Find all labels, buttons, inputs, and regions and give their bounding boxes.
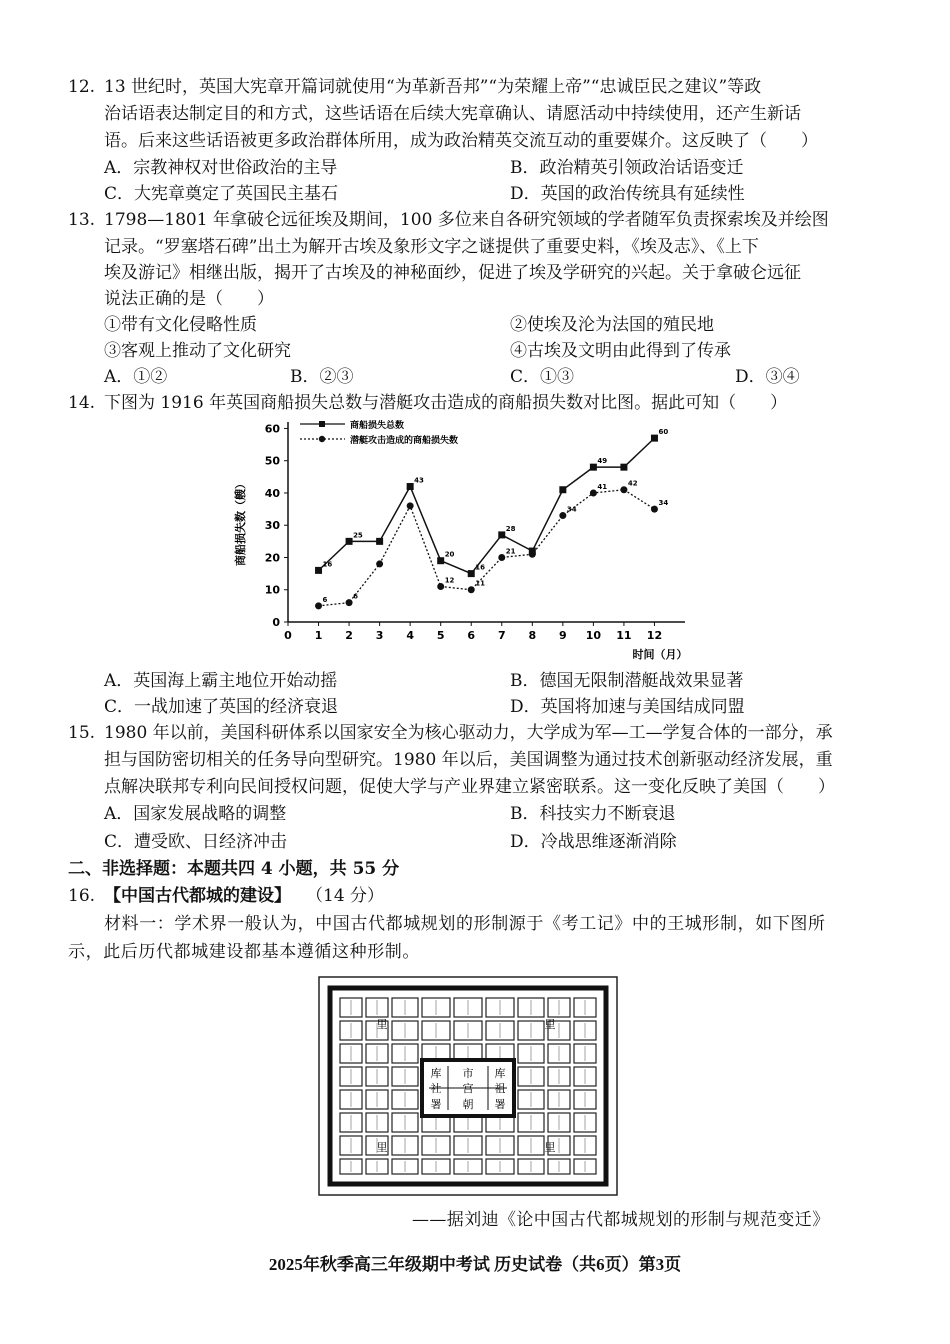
loss-chart [230,412,700,662]
q13-option-d: D．③④ [735,367,800,387]
series-1-point [590,464,597,471]
q13-item-4: ④古埃及文明由此得到了传承 [510,341,731,361]
x-axis-label: 时间（月） [632,648,688,661]
series-2-point [498,554,505,561]
plan-label-li-bottom-left: 里 [376,1141,388,1154]
data-label: 20 [444,550,455,559]
y-tick-label: 30 [264,519,280,533]
series-2-point [468,586,475,593]
q16-title: 【中国古代都城的建设】 [104,886,291,906]
series-2-point [315,602,322,609]
series-line-2 [319,490,655,606]
series-1-point [437,557,444,564]
q12-line-2: 治话语表达制定目的和方式，这些话语在后续大宪章确认、请愿活动中持续使用，还产生新话 [104,104,801,124]
q13-option-c: C．①③ [510,367,575,387]
data-label: 16 [322,560,333,569]
q15-line-3: 点解决联邦专利向民间授权问题，促使大学与产业界建立紧密联系。这一变化反映了美国（ ） [104,777,835,797]
data-label: 16 [475,563,485,572]
data-label: 6 [353,592,358,601]
legend-marker-square [319,421,325,427]
x-tick-label: 8 [528,629,537,642]
series-2-point [437,583,444,590]
q12-line-1: 13 世纪时，英国大宪章开篇词就使用“为革新吾邦”“为荣耀上帝”“忠诚臣民之建议”等政 [104,77,762,97]
q14-option-d: D．英国将加速与美国结成同盟 [510,697,745,717]
q15-option-a: A．国家发展战略的调整 [104,804,287,824]
legend-label: 潜艇攻击造成的商船损失数 [350,436,459,446]
plan-label-she: 社 [430,1082,442,1095]
data-label: 41 [597,482,608,491]
data-label: 28 [505,524,516,533]
legend-label: 商船损失总数 [350,421,405,431]
series-2-point [559,512,566,519]
q13-option-a: A．①② [104,367,168,387]
q12-option-d: D．英国的政治传统具有延续性 [510,184,745,204]
q16-score: （14 分） [306,886,385,906]
x-tick-label: 7 [497,629,506,642]
data-label: 34 [658,499,669,508]
x-tick-label: 2 [345,629,353,642]
plan-label-li-bottom-right: 里 [544,1141,556,1154]
y-tick-label: 50 [264,454,280,468]
q13-line-2: 记录。“罗塞塔石碑”出土为解开古埃及象形文字之谜提供了重要史料，《埃及志》、《上下 [104,237,759,257]
x-tick-label: 3 [375,629,384,642]
q13-item-1: ①带有文化侵略性质 [104,315,257,335]
y-tick-label: 20 [264,551,280,565]
q15-option-c: C．遭受欧、日经济冲击 [104,832,288,852]
x-tick-label: 10 [585,629,602,642]
chart-series [315,428,668,609]
series-1-point [376,538,383,545]
q14-number: 14. [68,393,96,413]
q13-item-2: ②使埃及沦为法国的殖民地 [510,315,714,335]
x-tick-label: 11 [616,629,632,642]
plan-label-zu: 祖 [494,1082,506,1095]
plan-label-shi: 市 [462,1067,474,1080]
q12-number: 12. [68,77,96,97]
plan-label-shu-right: 署 [494,1098,506,1111]
series-2-point [590,489,597,496]
series-1-point [468,570,475,577]
q16-number: 16. [68,886,96,906]
data-label: 43 [414,476,424,485]
x-tick-label: 5 [436,629,445,642]
x-tick-label: 1 [314,629,323,642]
x-tick-label: 0 [284,629,292,642]
series-1-point [559,486,566,493]
y-axis-label: 商船损失数（艘） [234,478,247,566]
x-tick-label: 6 [467,629,476,642]
q13-number: 13. [68,210,96,230]
chart-axes [233,422,688,661]
series-1-point [498,531,505,538]
series-2-point [620,486,627,493]
section-2-heading: 二、非选择题：本题共四 4 小题，共 55 分 [68,859,400,879]
x-tick-label: 12 [646,629,663,642]
q13-item-3: ③客观上推动了文化研究 [104,341,291,361]
x-tick-label: 9 [559,629,567,642]
series-1-point [620,464,627,471]
y-tick-label: 10 [264,583,280,597]
data-label: 42 [627,479,638,488]
data-label: 6 [322,595,328,604]
plan-label-gong: 宫 [462,1082,474,1095]
data-label: 49 [597,457,608,466]
chart-legend [300,419,458,446]
series-2-point [529,551,536,558]
series-1-point [407,483,414,490]
legend-marker-circle [319,436,325,442]
q15-line-2: 担与国防密切相关的任务导向型研究。1980 年以后，美国调整为通过技术创新驱动经济发展，重 [104,750,833,770]
series-2-point [376,560,383,567]
series-1-point [651,435,658,442]
q12-option-c: C．大宪章奠定了英国民主基石 [104,184,339,204]
series-1-point [315,567,322,574]
q15-option-b: B．科技实力不断衰退 [510,804,676,824]
plan-palace-block [422,1060,514,1116]
series-2-point [651,506,658,513]
q12-option-b: B．政治精英引领政治话语变迁 [510,158,744,178]
data-label: 12 [444,576,455,585]
q15-number: 15. [68,723,96,743]
capital-plan-diagram [318,976,618,1196]
page-footer: 2025年秋季高三年级期中考试 历史试卷（共6页）第3页 [268,1255,682,1274]
plan-label-ku-left: 库 [430,1067,442,1080]
data-label: 11 [475,579,485,588]
q14-option-c: C．一战加速了英国的经济衰退 [104,697,339,717]
q13-line-4: 说法正确的是（ ） [104,289,274,309]
series-1-point [346,538,353,545]
q16-material-line-1: 材料一：学术界一般认为，中国古代都城规划的形制源于《考工记》中的王城形制，如下图所 [104,914,826,934]
q12-line-3: 语。后来这些话语被更多政治群体所用，成为政治精英交流互动的重要媒介。这反映了（ ） [104,131,818,151]
q14-line: 下图为 1916 年英国商船损失总数与潜艇攻击造成的商船损失数对比图。据此可知（ ） [104,393,788,413]
q15-option-d: D．冷战思维逐渐消除 [510,832,677,852]
x-tick-label: 4 [406,629,414,642]
data-label: 21 [505,547,516,556]
data-label: 60 [658,428,669,437]
q16-source: ——据刘迪《论中国古代都城规划的形制与规范变迁》 [412,1210,830,1230]
plan-label-li-top-right: 里 [544,1018,556,1031]
plan-label-li-top-left: 里 [376,1018,388,1031]
series-2-point [407,502,414,509]
q14-option-b: B．德国无限制潜艇战效果显著 [510,671,744,691]
series-2-point [346,599,353,606]
plan-label-ku-right: 库 [494,1067,506,1080]
data-label: 34 [566,505,577,514]
q12-option-a: A．宗教神权对世俗政治的主导 [104,158,338,178]
y-tick-label: 60 [264,422,280,436]
data-label: 25 [353,531,363,540]
plan-label-chao: 朝 [462,1098,474,1111]
q13-line-3: 埃及游记》相继出版，揭开了古埃及的神秘面纱，促进了埃及学研究的兴起。关于拿破仑远征 [104,263,801,283]
q13-option-b: B．②③ [290,367,354,387]
q13-line-1: 1798—1801 年拿破仑远征埃及期间，100 多位来自各研究领域的学者随军负责探索埃及并绘图 [104,210,829,230]
plan-label-shu-left: 署 [430,1098,442,1111]
q15-line-1: 1980 年以前，美国科研体系以国家安全为核心驱动力，大学成为军—工—学复合体的一部分，承 [104,723,833,743]
y-tick-label: 40 [264,486,280,500]
q16-material-line-2: 示，此后历代都城建设都基本遵循这种形制。 [68,942,420,962]
q14-option-a: A．英国海上霸主地位开始动摇 [104,671,338,691]
y-tick-label: 0 [272,616,280,629]
